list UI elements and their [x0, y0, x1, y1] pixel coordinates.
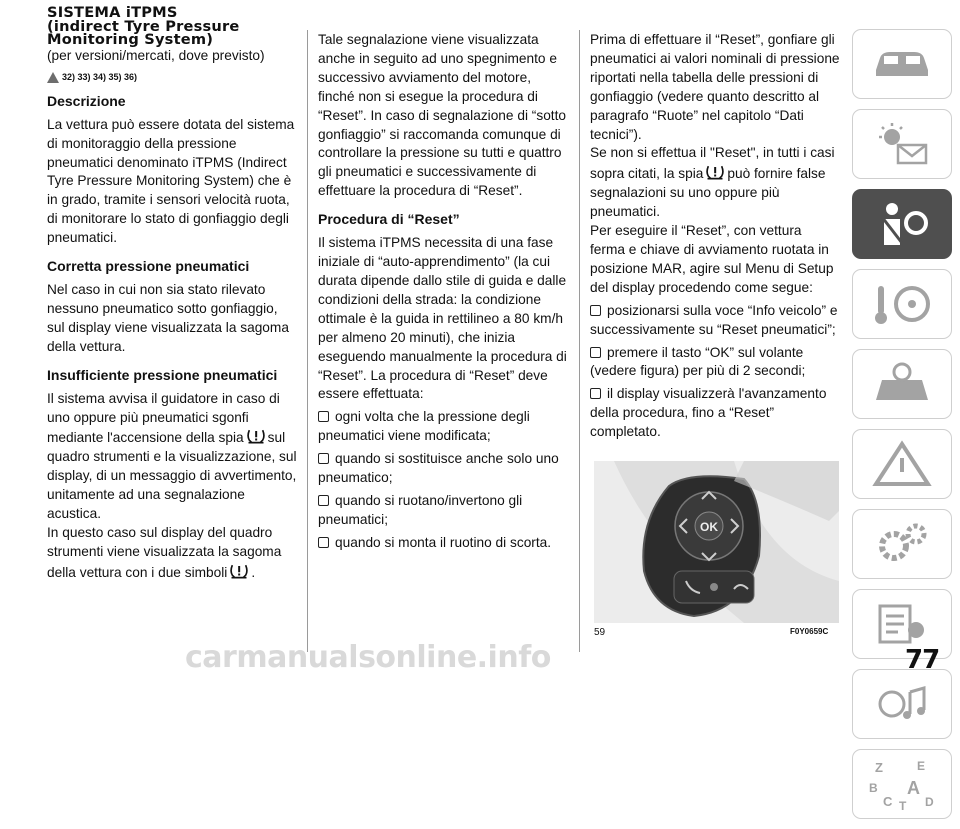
warning-references	[47, 72, 297, 83]
figure-code: F0Y0659C	[790, 627, 829, 636]
index-letter: E	[917, 759, 926, 773]
tab-alphabetical-index[interactable]	[852, 749, 952, 819]
heading-procedura-reset: Procedura di “Reset”	[318, 211, 460, 228]
tab-road-warning[interactable]	[852, 349, 952, 419]
paragraph-procedura-reset: Il sistema iTPMS necessita di una fase iniziale di “auto-apprendimento” (la cui durata dipende dallo stile di guida e dalle condizioni della strada: la condizione ottimale è la guida in rettilineo a 80 km/h per almeno 20 minuti), che inizia eseguendo manualmente la procedura di “Reset”. La procedura di “Reset” deve essere effettuata:	[318, 235, 567, 402]
paragraph-eseguire-reset: Per eseguire il “Reset”, con vettura ferma e chiave di avviamento ruotata in posizione MAR, agire sul Menu di Setup del display procedendo come segue:	[590, 223, 834, 295]
warning-ref-numbers: 32) 33) 34) 35) 36)	[62, 72, 138, 83]
bullet-text: il display visualizzerà l'avanzamento della procedura, fino a “Reset” completato.	[590, 386, 827, 440]
seatbelt-airbag-icon	[870, 199, 934, 249]
heading-insufficiente-pressione: Insufficiente pressione pneumatici	[47, 366, 278, 383]
tpms-warning-icon	[229, 562, 249, 580]
tab-car-outline[interactable]	[852, 29, 952, 99]
column-2	[318, 31, 568, 553]
bullet-item	[318, 408, 568, 446]
text-run: Il sistema avvisa il guidatore in caso di uno oppure più pneumatici sgonfi mediante l'accensione della spia	[47, 390, 280, 446]
bullet-box-icon	[590, 347, 601, 358]
tpms-warning-icon	[246, 427, 266, 445]
column-divider-2	[579, 30, 580, 652]
road-warning-icon	[870, 360, 934, 408]
column-3	[590, 31, 840, 442]
steering-wheel-image	[594, 461, 839, 623]
bullet-item	[318, 534, 568, 553]
heading-corretta-pressione: Corretta pressione pneumatici	[47, 258, 250, 275]
title-line-3: Monitoring System)	[47, 31, 214, 49]
chapter-tabs	[852, 29, 952, 829]
tab-seatbelt-airbag[interactable]	[852, 189, 952, 259]
bullet-box-icon	[318, 537, 329, 548]
key-steering-icon	[870, 280, 934, 328]
index-letter: B	[869, 781, 878, 795]
paragraph-prima-reset: Prima di effettuare il “Reset”, gonfiare gli pneumatici ai valori nominali di pressione riportati nella tabella delle pressioni di gonfiaggio (vedere quanto descritto al paragrafo “Ruote” nel capitolo “Dati tecnici”).	[590, 32, 840, 142]
section-title	[47, 6, 297, 47]
bullet-item	[318, 450, 568, 488]
tab-warning-lights[interactable]	[852, 109, 952, 179]
paragraph-display-symbols	[47, 524, 297, 583]
text-run: sul quadro strumenti e la visualizzazione, sul display, di un messaggio di avvertimento, unitamente ad una segnalazione acustica.	[47, 430, 297, 522]
bullet-item	[318, 492, 568, 530]
watermark-text[interactable]: carmanualsonline.info	[185, 640, 551, 675]
column-divider-1	[307, 30, 308, 652]
bullet-box-icon	[318, 453, 329, 464]
bullet-text: posizionarsi sulla voce “Info veicolo” e successivamente su “Reset pneumatici”;	[590, 302, 838, 337]
text-run: Se non si effettua il "Reset", in tutti i casi sopra citati, la spia	[590, 145, 835, 182]
steering-controls-figure	[594, 461, 839, 623]
bullet-text: quando si sostituisce anche solo uno pneumatico;	[318, 451, 559, 486]
emergency-triangle-icon	[870, 440, 934, 488]
bullet-text: quando si ruotano/invertono gli pneumatici;	[318, 492, 523, 527]
title-line-1: SISTEMA iTPMS	[47, 4, 178, 21]
text-run: .	[251, 564, 256, 580]
title-line-2: (indirect Tyre Pressure	[47, 17, 240, 35]
text-run: può fornire false segnalazioni su uno oppure più pneumatici.	[590, 166, 826, 220]
paragraph-insufficiente-pressione	[47, 390, 297, 524]
page-number: 77	[905, 645, 940, 675]
paragraph-se-non-reset	[590, 144, 840, 222]
car-outline-icon	[870, 44, 934, 84]
section-subtitle: (per versioni/mercati, dove previsto)	[47, 47, 265, 63]
index-letter: D	[925, 795, 934, 809]
ok-button-label: OK	[700, 520, 718, 534]
bullet-text: quando si monta il ruotino di scorta.	[335, 534, 552, 550]
index-letter: C	[883, 794, 893, 809]
index-letter: Z	[875, 760, 883, 775]
text-run: In questo caso sul display del quadro strumenti viene visualizzata la sagoma della vettura con i due simboli	[47, 525, 282, 580]
bullet-box-icon	[590, 305, 601, 316]
index-letter: T	[899, 799, 907, 812]
tpms-warning-icon	[705, 163, 725, 181]
heading-descrizione: Descrizione	[47, 92, 126, 109]
paragraph-corretta-pressione: Nel caso in cui non sia stato rilevato nessuno pneumatico sotto gonfiaggio, sul display viene visualizzata la sagoma della vettura.	[47, 282, 289, 354]
bullet-item	[590, 302, 840, 340]
bullet-text: premere il tasto “OK” sul volante (vedere figura) per più di 2 secondi;	[590, 344, 806, 379]
column-1	[47, 0, 297, 583]
paragraph-segnalazione: Tale segnalazione viene visualizzata anche in seguito ad uno spegnimento e successivo avviamento del motore, finché non si esegue la procedura di “Reset”. In caso di segnalazione di “sotto gonfiaggio” si raccomanda comunque di controllare la pressione su tutti e quattro gli pneumatici e successivamente di effettuare la procedura di “Reset”.	[318, 32, 567, 199]
paragraph-descrizione: La vettura può essere dotata del sistema di monitoraggio della pressione pneumatici denominato iTPMS (Indirect Tyre Pressure Monitoring System) che è in grado, tramite i sensori velocità ruota, di monitorare lo stato di gonfiaggio degli pneumatici.	[47, 116, 295, 246]
warning-triangle-icon	[47, 72, 59, 83]
maintenance-gears-icon	[870, 520, 934, 568]
tab-multimedia[interactable]	[852, 669, 952, 739]
tab-key-steering[interactable]	[852, 269, 952, 339]
figure-number: 59	[594, 627, 606, 638]
technical-data-icon	[870, 600, 934, 648]
multimedia-icon	[870, 680, 934, 728]
bullet-box-icon	[590, 388, 601, 399]
bullet-item	[590, 385, 840, 442]
bullet-text: ogni volta che la pressione degli pneumatici viene modificata;	[318, 409, 530, 444]
index-letter: A	[907, 778, 920, 798]
bullet-box-icon	[318, 411, 329, 422]
bullet-box-icon	[318, 495, 329, 506]
bullet-item	[590, 344, 840, 382]
alphabetical-index-icon	[867, 756, 937, 812]
tab-emergency-triangle[interactable]	[852, 429, 952, 499]
warning-lights-icon	[870, 121, 934, 167]
tab-maintenance-gears[interactable]	[852, 509, 952, 579]
